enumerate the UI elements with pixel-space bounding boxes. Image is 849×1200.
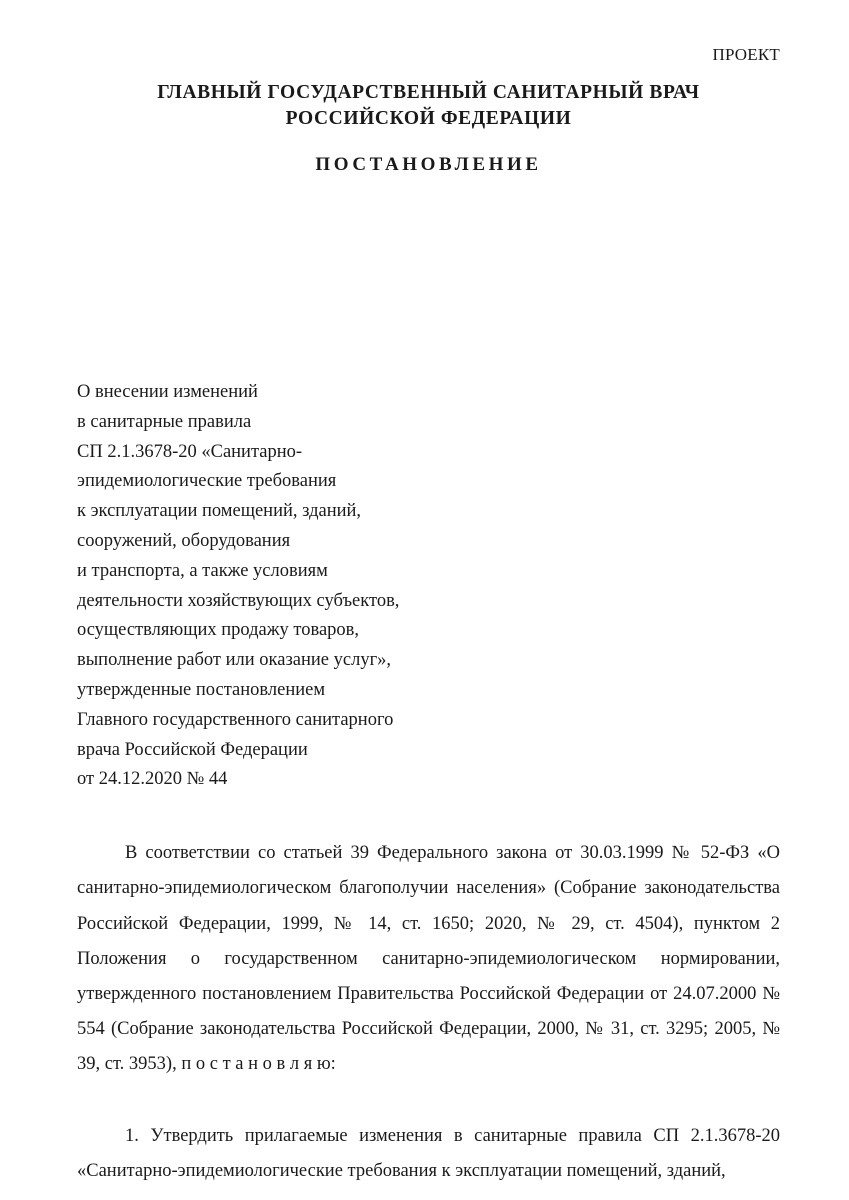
subject-line: эпидемиологические требования xyxy=(77,471,337,492)
preamble-paragraph xyxy=(77,836,780,1082)
header-line-authority-1: ГЛАВНЫЙ ГОСУДАРСТВЕННЫЙ САНИТАРНЫЙ ВРАЧ xyxy=(157,82,700,103)
header-line-authority-2: РОССИЙСКОЙ ФЕДЕРАЦИИ xyxy=(285,108,572,129)
document-content xyxy=(77,0,780,1200)
draft-stamp xyxy=(77,44,780,66)
document-header xyxy=(77,80,780,178)
subject-line: осуществляющих продажу товаров, xyxy=(77,620,360,641)
subject-line: врача Российской Федерации xyxy=(77,739,308,760)
decree-item-1 xyxy=(77,1119,780,1189)
subject-line: в санитарные правила xyxy=(77,411,252,432)
header-line-document-type: ПОСТАНОВЛЕНИЕ xyxy=(315,154,542,175)
decree-item-1-text: 1. Утвердить прилагаемые изменения в санитарные правила СП 2.1.3678-20 «Санитарно-эпидемиологические требования к эксплуатации помещений, зданий, xyxy=(77,1125,780,1181)
subject-line: СП 2.1.3678-20 «Санитарно- xyxy=(77,441,303,462)
subject-block xyxy=(77,378,780,795)
subject-line: и транспорта, а также условиям xyxy=(77,560,328,581)
draft-stamp-label: ПРОЕКТ xyxy=(712,45,780,64)
subject-line: О внесении изменений xyxy=(77,382,258,402)
subject-line: выполнение работ или оказание услуг», xyxy=(77,650,392,671)
decree-verb: п о с т а н о в л я ю: xyxy=(181,1054,336,1075)
subject-line: к эксплуатации помещений, зданий, xyxy=(77,501,362,522)
preamble-text: В соответствии со статьей 39 Федерального закона от 30.03.1999 № 52-ФЗ «О санитарно-эпидемиологическом благополучии населения» (Собрание законодательства Российской Федерации, 1999, № 14, ст. 1650; 2020, № 29, ст. 4504), пунктом 2 Положения о государственном санитарно-эпидемиологическом нормировании, утвержденного постановлением Правительства Российской Федерации от 24.07.2000 № 554 (Собрание законодательства Российской Федерации, 2000, № 31, ст. 3295; 2005, № 39, ст. 3953), xyxy=(77,843,780,1075)
subject-line: утвержденные постановлением xyxy=(77,679,326,700)
subject-line: сооружений, оборудования xyxy=(77,530,291,551)
subject-line: деятельности хозяйствующих субъектов, xyxy=(77,590,400,611)
subject-line: от 24.12.2020 № 44 xyxy=(77,769,228,790)
subject-line: Главного государственного санитарного xyxy=(77,709,394,730)
